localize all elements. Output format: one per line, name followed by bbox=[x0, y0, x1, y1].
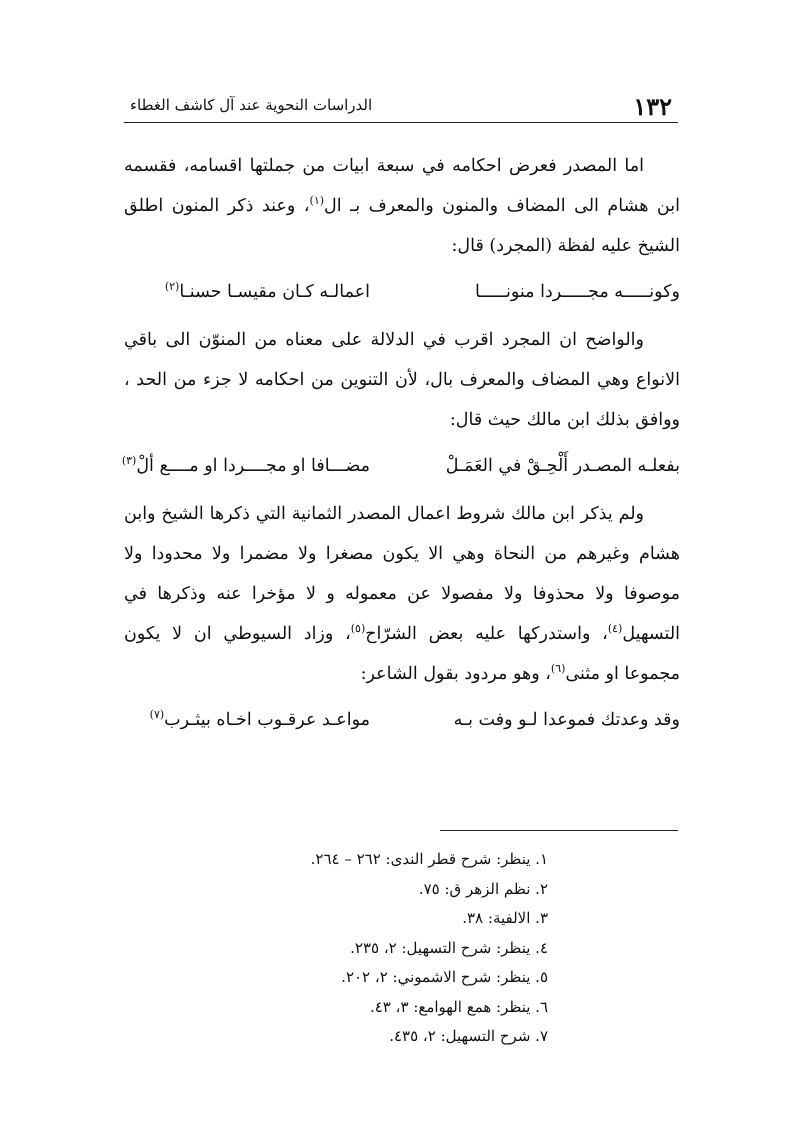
paragraph-1-tail: ، وعند ذكر المنون اطلق الشيخ عليه لفظة (المجرد) قال: bbox=[124, 196, 680, 256]
paragraph-3-text-b: ، واستدركها عليه بعض الشرّاح bbox=[365, 624, 608, 644]
footnote-item: ٦. ينظر: همع الهوامع: ٣، ٤٣. bbox=[369, 997, 548, 1016]
paragraph-3-text-d: ، وهو مردود بقول الشاعر: bbox=[360, 664, 551, 684]
verse-1-second-text: اعمالـه كـان مقيسـا حسنـا bbox=[179, 282, 370, 302]
footnote-item: ٤. ينظر: شرح التسهيل: ٢، ٢٣٥. bbox=[350, 938, 548, 957]
page-body bbox=[121, 146, 681, 748]
verse-3-second-text: مواعـد عرقـوب اخـاه بيثـرب bbox=[164, 710, 370, 730]
verse-1-second-hemistich bbox=[165, 272, 370, 312]
verse-2-second-text: مضـــافا او مجــــردا او مــــع ألْ bbox=[136, 456, 370, 476]
footnote-divider bbox=[440, 830, 678, 831]
page-header bbox=[124, 86, 678, 123]
footnote-ref-6: (٦) bbox=[550, 662, 566, 676]
page-number: ١٣٢ bbox=[633, 92, 672, 121]
verse-3 bbox=[124, 700, 680, 740]
paragraph-3-text-c: ، وزاد السيوطي ان لا يكون مجموعا او مثنى bbox=[124, 624, 680, 684]
footnote-item: ٧. شرح التسهيل: ٢، ٤٣٥. bbox=[389, 1027, 548, 1045]
paragraph-1-text: اما المصدر فعرض احكامه في سبعة ابيات من جملتها اقسامه، فقسمه ابن هشام الى المضاف والمنون والمعرف بـ ال bbox=[124, 156, 680, 216]
verse-3-first-hemistich: وقد وعدتك فموعدا لـو وفت بـه bbox=[453, 710, 680, 730]
paragraph-3 bbox=[124, 494, 680, 694]
verse-2-first-hemistich: بفعلـه المصـدر أَلْحِـقْ في العَمَـلْ bbox=[445, 456, 680, 476]
verse-2 bbox=[121, 446, 680, 486]
verse-2-second-hemistich bbox=[122, 446, 370, 486]
paragraph-1 bbox=[124, 146, 680, 266]
footnote-ref-2: (٢) bbox=[164, 280, 180, 294]
running-title: الدراسات النحوية عند آل كاشف الغطاء bbox=[130, 96, 373, 114]
paragraph-3-text-a: ولم يذكر ابن مالك شروط اعمال المصدر الثمانية التي ذكرها الشيخ وابن هشام وغيرهم من النحاة وهي الا يكون مصغرا ولا مضمرا ولا محدودا ولا موصوفا ولا محذوفا ولا مفصولا عن معموله و لا مؤخرا عنه وذكرها في التسهيل bbox=[124, 504, 681, 644]
verse-1-first-hemistich: وكونـــــه مجـــــردا منونـــــا bbox=[475, 282, 680, 302]
footnote-ref-7: (٧) bbox=[149, 708, 165, 722]
verse-3-second-hemistich bbox=[150, 700, 370, 740]
footnote-item: ١. ينظر: شرح قطر الندى: ٢٦٢ – ٢٦٤. bbox=[310, 850, 548, 868]
paragraph-2: والواضح ان المجرد اقرب في الدلالة على معناه من المنوّن الى باقي الانواع وهي المضاف والمعرف بال، لأن التنوين من احكامه لا جزء من الحد ، ووافق بذلك ابن مالك حيث قال: bbox=[124, 330, 680, 430]
footnote-item: ٣. الالفية: ٣٨. bbox=[462, 909, 548, 927]
footnote-ref-5: (٥) bbox=[350, 622, 366, 636]
footnote-item: ٥. ينظر: شرح الاشموني: ٢، ٢٠٢. bbox=[341, 968, 548, 986]
footnote-item: ٢. نظم الزهر ق: ٧٥. bbox=[418, 879, 548, 898]
verse-1 bbox=[124, 272, 680, 312]
footnote-ref-3: (٣) bbox=[121, 454, 137, 468]
footnote-ref-1: (١) bbox=[309, 194, 325, 208]
footnote-ref-4: (٤) bbox=[607, 622, 623, 636]
footnotes bbox=[124, 845, 678, 1052]
